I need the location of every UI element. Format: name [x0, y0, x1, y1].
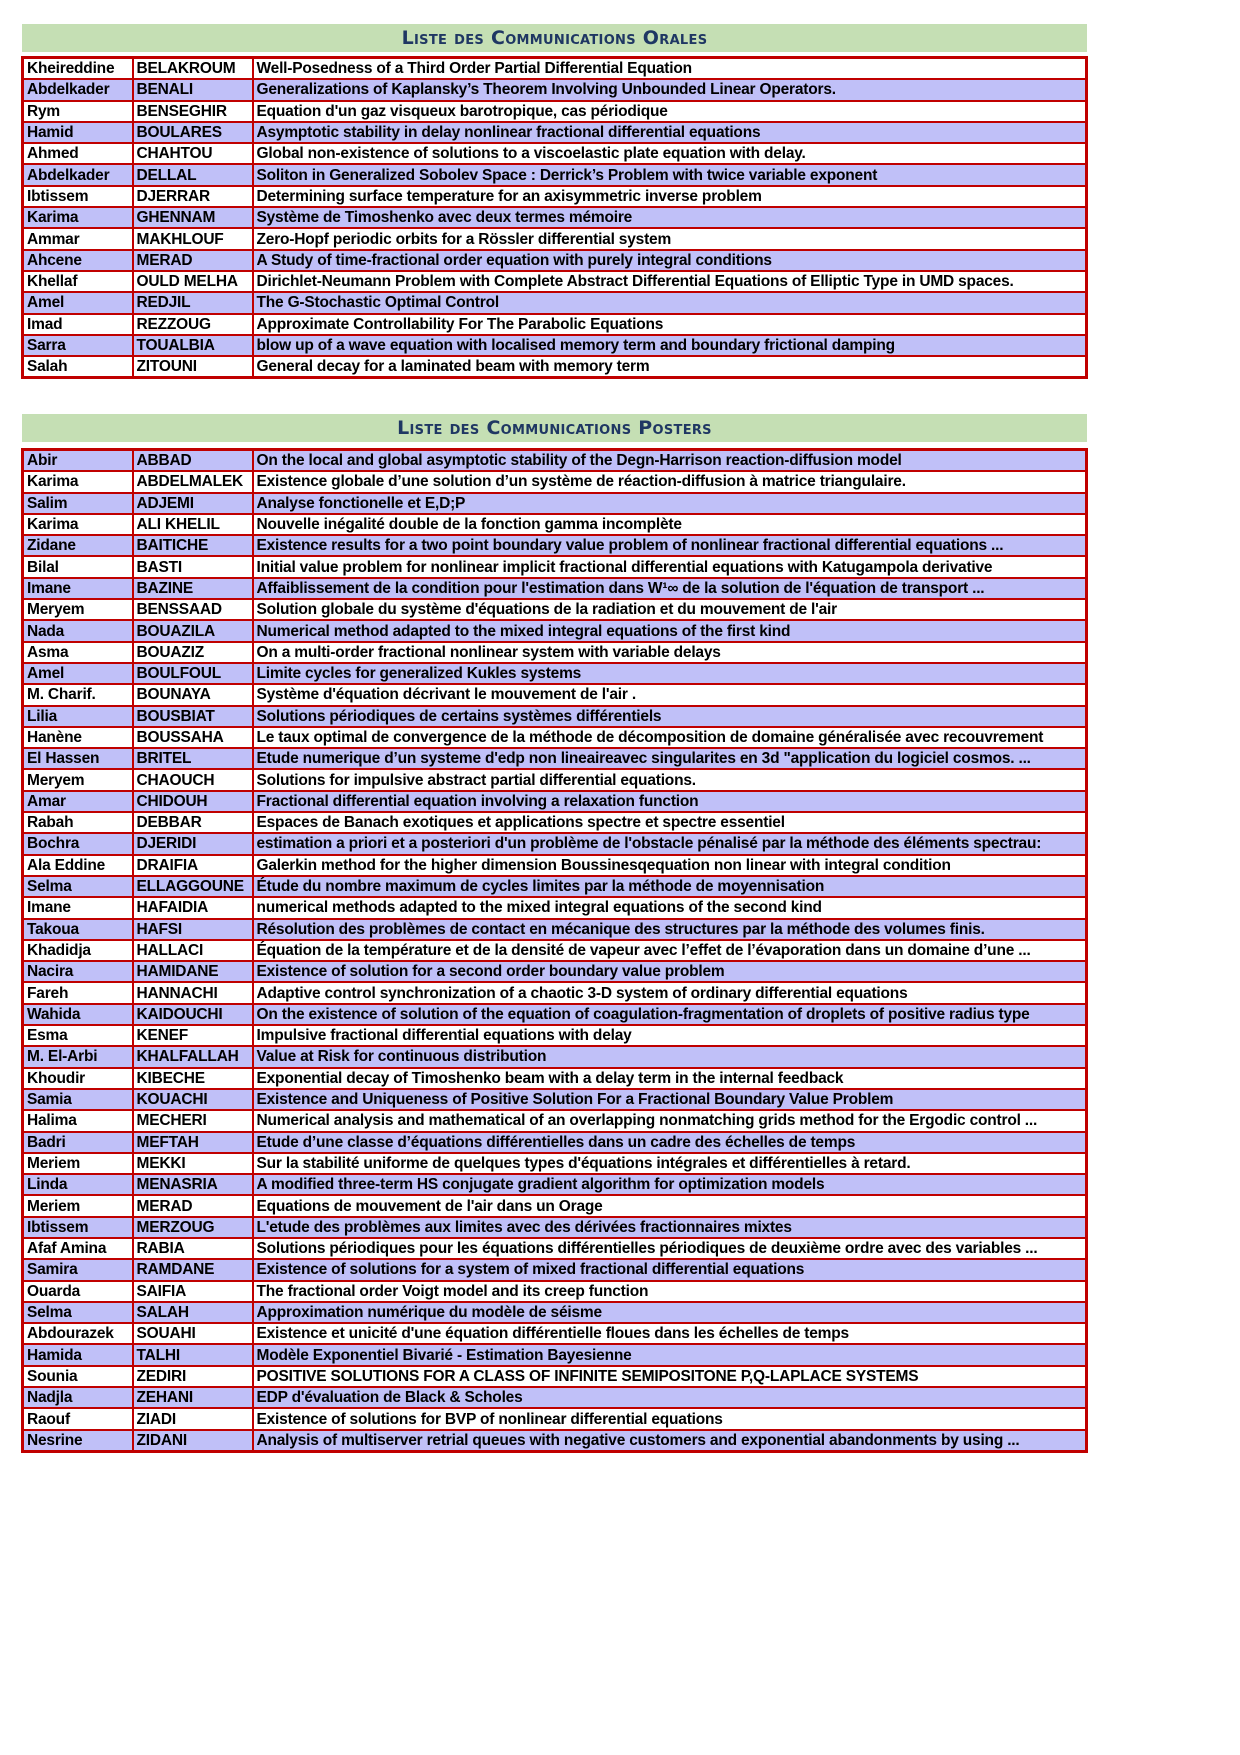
last-name-cell: DEBBAR [133, 812, 253, 833]
talk-title-cell: Approximation numérique du modèle de séisme [253, 1302, 1087, 1323]
table-row [23, 599, 1087, 620]
talk-title-cell: Global non-existence of solutions to a viscoelastic plate equation with delay. [253, 143, 1087, 164]
first-name-cell: Meryem [23, 769, 133, 790]
last-name-cell: KHALFALLAH [133, 1046, 253, 1067]
posters-title-text: Liste des Communications Posters [397, 417, 712, 439]
last-name-cell: TALHI [133, 1344, 253, 1365]
last-name-cell: BOUAZIZ [133, 642, 253, 663]
talk-title-cell: Analyse fonctionelle et E,D;P [253, 493, 1087, 514]
table-row [23, 1153, 1087, 1174]
first-name-cell: Meriem [23, 1153, 133, 1174]
orales-table-body [23, 58, 1087, 378]
talk-title-cell: Étude du nombre maximum de cycles limites par la méthode de moyennisation [253, 876, 1087, 897]
talk-title-cell: POSITIVE SOLUTIONS FOR A CLASS OF INFINITE SEMIPOSITONE P,Q-LAPLACE SYSTEMS [253, 1366, 1087, 1387]
first-name-cell: Nada [23, 620, 133, 641]
talk-title-cell: Solutions périodiques pour les équations différentielles périodiques de deuxième ordre avec des variables ... [253, 1238, 1087, 1259]
first-name-cell: M. Charif. [23, 684, 133, 705]
talk-title-cell: Impulsive fractional differential equations with delay [253, 1025, 1087, 1046]
talk-title-cell: Solutions périodiques de certains systèmes différentiels [253, 706, 1087, 727]
posters-table [21, 448, 1088, 1453]
table-row [23, 450, 1087, 472]
talk-title-cell: A modified three-term HS conjugate gradient algorithm for optimization models [253, 1174, 1087, 1195]
table-row [23, 1132, 1087, 1153]
last-name-cell: HAFAIDIA [133, 897, 253, 918]
talk-title-cell: Système d'équation décrivant le mouvement de l'air . [253, 684, 1087, 705]
first-name-cell: Nesrine [23, 1430, 133, 1452]
table-row [23, 122, 1087, 143]
last-name-cell: REDJIL [133, 292, 253, 313]
table-row [23, 1195, 1087, 1216]
talk-title-cell: Determining surface temperature for an axisymmetric inverse problem [253, 186, 1087, 207]
orales-title-text: Liste des Communications Orales [401, 27, 708, 49]
table-row [23, 919, 1087, 940]
talk-title-cell: Espaces de Banach exotiques et applications spectre et spectre essentiel [253, 812, 1087, 833]
first-name-cell: Amel [23, 663, 133, 684]
first-name-cell: Abdelkader [23, 79, 133, 100]
talk-title-cell: Existence globale d’une solution d’un système de réaction-diffusion à matrice triangulaire. [253, 471, 1087, 492]
first-name-cell: M. El-Arbi [23, 1046, 133, 1067]
first-name-cell: Esma [23, 1025, 133, 1046]
table-row [23, 271, 1087, 292]
last-name-cell: MECHERI [133, 1110, 253, 1131]
table-row [23, 356, 1087, 378]
first-name-cell: Abdourazek [23, 1323, 133, 1344]
table-row [23, 1068, 1087, 1089]
last-name-cell: DELLAL [133, 164, 253, 185]
table-row [23, 684, 1087, 705]
last-name-cell: BAZINE [133, 578, 253, 599]
first-name-cell: Ouarda [23, 1281, 133, 1302]
last-name-cell: MEKKI [133, 1153, 253, 1174]
talk-title-cell: Nouvelle inégalité double de la fonction gamma incomplète [253, 514, 1087, 535]
talk-title-cell: estimation a priori et a posteriori d'un problème de l'obstacle pénalisé par la méthode des éléments spectrau: [253, 833, 1087, 854]
first-name-cell: Selma [23, 1302, 133, 1323]
last-name-cell: KOUACHI [133, 1089, 253, 1110]
table-row [23, 769, 1087, 790]
first-name-cell: Raouf [23, 1408, 133, 1429]
last-name-cell: MERZOUG [133, 1217, 253, 1238]
talk-title-cell: Existence of solutions for a system of mixed fractional differential equations [253, 1259, 1087, 1280]
last-name-cell: KAIDOUCHI [133, 1004, 253, 1025]
last-name-cell: HALLACI [133, 940, 253, 961]
last-name-cell: BAITICHE [133, 535, 253, 556]
table-row [23, 1387, 1087, 1408]
table-row [23, 556, 1087, 577]
talk-title-cell: Etude d’une classe d’équations différentielles dans un cadre des échelles de temps [253, 1132, 1087, 1153]
first-name-cell: Lilia [23, 706, 133, 727]
last-name-cell: MEFTAH [133, 1132, 253, 1153]
talk-title-cell: A Study of time-fractional order equation with purely integral conditions [253, 250, 1087, 271]
first-name-cell: Afaf Amina [23, 1238, 133, 1259]
last-name-cell: BENALI [133, 79, 253, 100]
first-name-cell: Takoua [23, 919, 133, 940]
first-name-cell: Khoudir [23, 1068, 133, 1089]
last-name-cell: DJERRAR [133, 186, 253, 207]
table-row [23, 855, 1087, 876]
posters-table-body [23, 450, 1087, 1452]
table-row [23, 207, 1087, 228]
table-row [23, 1174, 1087, 1195]
talk-title-cell: Galerkin method for the higher dimension Boussinesqequation non linear with integral condition [253, 855, 1087, 876]
talk-title-cell: Modèle Exponentiel Bivarié - Estimation Bayesienne [253, 1344, 1087, 1365]
table-row [23, 706, 1087, 727]
last-name-cell: TOUALBIA [133, 335, 253, 356]
first-name-cell: Nacira [23, 961, 133, 982]
talk-title-cell: General decay for a laminated beam with memory term [253, 356, 1087, 378]
talk-title-cell: Solutions for impulsive abstract partial differential equations. [253, 769, 1087, 790]
first-name-cell: Linda [23, 1174, 133, 1195]
last-name-cell: RAMDANE [133, 1259, 253, 1280]
first-name-cell: Khellaf [23, 271, 133, 292]
first-name-cell: Hamida [23, 1344, 133, 1365]
last-name-cell: KENEF [133, 1025, 253, 1046]
talk-title-cell: Etude numerique d’un systeme d'edp non lineaireavec singularites en 3d "application du logiciel cosmos. ... [253, 748, 1087, 769]
table-row [23, 1281, 1087, 1302]
first-name-cell: Sounia [23, 1366, 133, 1387]
first-name-cell: Hanène [23, 727, 133, 748]
talk-title-cell: Existence of solution for a second order boundary value problem [253, 961, 1087, 982]
last-name-cell: BOULARES [133, 122, 253, 143]
first-name-cell: Ammar [23, 228, 133, 249]
table-row [23, 535, 1087, 556]
talk-title-cell: On the local and global asymptotic stability of the Degn-Harrison reaction-diffusion model [253, 450, 1087, 472]
first-name-cell: Imane [23, 897, 133, 918]
last-name-cell: ZIDANI [133, 1430, 253, 1452]
talk-title-cell: Generalizations of Kaplansky’s Theorem Involving Unbounded Linear Operators. [253, 79, 1087, 100]
orales-section-title [22, 24, 1087, 52]
last-name-cell: SAIFIA [133, 1281, 253, 1302]
table-row [23, 982, 1087, 1003]
last-name-cell: ABDELMALEK [133, 471, 253, 492]
talk-title-cell: Zero-Hopf periodic orbits for a Rössler differential system [253, 228, 1087, 249]
first-name-cell: Abdelkader [23, 164, 133, 185]
last-name-cell: ABBAD [133, 450, 253, 472]
first-name-cell: Rabah [23, 812, 133, 833]
first-name-cell: Fareh [23, 982, 133, 1003]
table-row [23, 727, 1087, 748]
first-name-cell: Karima [23, 471, 133, 492]
talk-title-cell: On a multi-order fractional nonlinear system with variable delays [253, 642, 1087, 663]
last-name-cell: DJERIDI [133, 833, 253, 854]
first-name-cell: Amel [23, 292, 133, 313]
talk-title-cell: EDP d'évaluation de Black & Scholes [253, 1387, 1087, 1408]
table-row [23, 1430, 1087, 1452]
first-name-cell: Imane [23, 578, 133, 599]
last-name-cell: ELLAGGOUNE [133, 876, 253, 897]
last-name-cell: HAMIDANE [133, 961, 253, 982]
table-row [23, 663, 1087, 684]
table-row [23, 493, 1087, 514]
table-row [23, 748, 1087, 769]
talk-title-cell: Résolution des problèmes de contact en mécanique des structures par la méthode des volumes finis. [253, 919, 1087, 940]
talk-title-cell: Adaptive control synchronization of a chaotic 3-D system of ordinary differential equations [253, 982, 1087, 1003]
last-name-cell: ZITOUNI [133, 356, 253, 378]
talk-title-cell: L'etude des problèmes aux limites avec des dérivées fractionnaires mixtes [253, 1217, 1087, 1238]
last-name-cell: BRITEL [133, 748, 253, 769]
talk-title-cell: Initial value problem for nonlinear implicit fractional differential equations with Katugampola derivative [253, 556, 1087, 577]
last-name-cell: BENSEGHIR [133, 101, 253, 122]
talk-title-cell: numerical methods adapted to the mixed integral equations of the second kind [253, 897, 1087, 918]
talk-title-cell: Solution globale du système d'équations de la radiation et du mouvement de l'air [253, 599, 1087, 620]
table-row [23, 58, 1087, 80]
table-row [23, 1089, 1087, 1110]
talk-title-cell: Value at Risk for continuous distribution [253, 1046, 1087, 1067]
posters-section-title [22, 414, 1087, 442]
last-name-cell: BOULFOUL [133, 663, 253, 684]
table-row [23, 1004, 1087, 1025]
last-name-cell: BOUNAYA [133, 684, 253, 705]
talk-title-cell: Sur la stabilité uniforme de quelques types d'équations intégrales et différentielles à retard. [253, 1153, 1087, 1174]
first-name-cell: Badri [23, 1132, 133, 1153]
first-name-cell: Abir [23, 450, 133, 472]
orales-table [21, 56, 1088, 379]
last-name-cell: BOUSBIAT [133, 706, 253, 727]
last-name-cell: ZIADI [133, 1408, 253, 1429]
last-name-cell: HAFSI [133, 919, 253, 940]
last-name-cell: CHIDOUH [133, 791, 253, 812]
first-name-cell: Ibtissem [23, 1217, 133, 1238]
table-row [23, 250, 1087, 271]
table-row [23, 228, 1087, 249]
table-row [23, 791, 1087, 812]
last-name-cell: MAKHLOUF [133, 228, 253, 249]
last-name-cell: BOUSSAHA [133, 727, 253, 748]
talk-title-cell: Existence results for a two point boundary value problem of nonlinear fractional differential equations ... [253, 535, 1087, 556]
table-row [23, 1025, 1087, 1046]
table-row [23, 620, 1087, 641]
table-row [23, 1259, 1087, 1280]
first-name-cell: Amar [23, 791, 133, 812]
talk-title-cell: Analysis of multiserver retrial queues with negative customers and exponential abandonments by using ... [253, 1430, 1087, 1452]
first-name-cell: Hamid [23, 122, 133, 143]
first-name-cell: Kheireddine [23, 58, 133, 80]
table-row [23, 1366, 1087, 1387]
last-name-cell: RABIA [133, 1238, 253, 1259]
table-row [23, 143, 1087, 164]
last-name-cell: SALAH [133, 1302, 253, 1323]
table-row [23, 1323, 1087, 1344]
talk-title-cell: blow up of a wave equation with localised memory term and boundary frictional damping [253, 335, 1087, 356]
last-name-cell: BELAKROUM [133, 58, 253, 80]
first-name-cell: Meryem [23, 599, 133, 620]
table-row [23, 897, 1087, 918]
table-row [23, 335, 1087, 356]
last-name-cell: ADJEMI [133, 493, 253, 514]
last-name-cell: MERAD [133, 250, 253, 271]
talk-title-cell: Approximate Controllability For The Parabolic Equations [253, 314, 1087, 335]
last-name-cell: MENASRIA [133, 1174, 253, 1195]
last-name-cell: MERAD [133, 1195, 253, 1216]
last-name-cell: KIBECHE [133, 1068, 253, 1089]
talk-title-cell: Fractional differential equation involving a relaxation function [253, 791, 1087, 812]
last-name-cell: ZEHANI [133, 1387, 253, 1408]
talk-title-cell: Asymptotic stability in delay nonlinear fractional differential equations [253, 122, 1087, 143]
talk-title-cell: Exponential decay of Timoshenko beam with a delay term in the internal feedback [253, 1068, 1087, 1089]
first-name-cell: Imad [23, 314, 133, 335]
table-row [23, 642, 1087, 663]
talk-title-cell: Equations de mouvement de l'air dans un Orage [253, 1195, 1087, 1216]
first-name-cell: El Hassen [23, 748, 133, 769]
first-name-cell: Selma [23, 876, 133, 897]
first-name-cell: Meriem [23, 1195, 133, 1216]
table-row [23, 101, 1087, 122]
talk-title-cell: Numerical analysis and mathematical of an overlapping nonmatching grids method for the Ergodic control ... [253, 1110, 1087, 1131]
talk-title-cell: Numerical method adapted to the mixed integral equations of the first kind [253, 620, 1087, 641]
last-name-cell: ALI KHELIL [133, 514, 253, 535]
first-name-cell: Asma [23, 642, 133, 663]
table-row [23, 961, 1087, 982]
last-name-cell: GHENNAM [133, 207, 253, 228]
first-name-cell: Ahmed [23, 143, 133, 164]
last-name-cell: ZEDIRI [133, 1366, 253, 1387]
table-row [23, 812, 1087, 833]
first-name-cell: Zidane [23, 535, 133, 556]
table-row [23, 514, 1087, 535]
first-name-cell: Karima [23, 514, 133, 535]
first-name-cell: Ahcene [23, 250, 133, 271]
last-name-cell: DRAIFIA [133, 855, 253, 876]
talk-title-cell: Affaiblissement de la condition pour l'estimation dans W¹∞ de la solution de l'équation de transport ... [253, 578, 1087, 599]
last-name-cell: BOUAZILA [133, 620, 253, 641]
first-name-cell: Khadidja [23, 940, 133, 961]
first-name-cell: Halima [23, 1110, 133, 1131]
first-name-cell: Nadjla [23, 1387, 133, 1408]
last-name-cell: CHAOUCH [133, 769, 253, 790]
table-row [23, 833, 1087, 854]
table-row [23, 314, 1087, 335]
last-name-cell: CHAHTOU [133, 143, 253, 164]
table-row [23, 1238, 1087, 1259]
first-name-cell: Ala Eddine [23, 855, 133, 876]
table-row [23, 1408, 1087, 1429]
last-name-cell: SOUAHI [133, 1323, 253, 1344]
first-name-cell: Salah [23, 356, 133, 378]
talk-title-cell: Limite cycles for generalized Kukles systems [253, 663, 1087, 684]
first-name-cell: Salim [23, 493, 133, 514]
table-row [23, 292, 1087, 313]
talk-title-cell: The G-Stochastic Optimal Control [253, 292, 1087, 313]
first-name-cell: Karima [23, 207, 133, 228]
table-row [23, 164, 1087, 185]
talk-title-cell: Équation de la température et de la densité de vapeur avec l’effet de l’évaporation dans un domaine d’une ... [253, 940, 1087, 961]
table-row [23, 1217, 1087, 1238]
first-name-cell: Sarra [23, 335, 133, 356]
talk-title-cell: Equation d'un gaz visqueux barotropique, cas périodique [253, 101, 1087, 122]
talk-title-cell: Existence and Uniqueness of Positive Solution For a Fractional Boundary Value Problem [253, 1089, 1087, 1110]
first-name-cell: Bochra [23, 833, 133, 854]
last-name-cell: HANNACHI [133, 982, 253, 1003]
table-row [23, 578, 1087, 599]
table-row [23, 1110, 1087, 1131]
talk-title-cell: Existence et unicité d'une équation différentielle floues dans les échelles de temps [253, 1323, 1087, 1344]
talk-title-cell: Soliton in Generalized Sobolev Space : Derrick’s Problem with twice variable exponent [253, 164, 1087, 185]
first-name-cell: Wahida [23, 1004, 133, 1025]
talk-title-cell: Le taux optimal de convergence de la méthode de décomposition de domaine généralisée avec recouvrement [253, 727, 1087, 748]
table-row [23, 1344, 1087, 1365]
first-name-cell: Bilal [23, 556, 133, 577]
talk-title-cell: Well-Posedness of a Third Order Partial Differential Equation [253, 58, 1087, 80]
talk-title-cell: The fractional order Voigt model and its creep function [253, 1281, 1087, 1302]
talk-title-cell: Système de Timoshenko avec deux termes mémoire [253, 207, 1087, 228]
table-row [23, 1046, 1087, 1067]
first-name-cell: Ibtissem [23, 186, 133, 207]
last-name-cell: REZZOUG [133, 314, 253, 335]
talk-title-cell: Dirichlet-Neumann Problem with Complete Abstract Differential Equations of Elliptic Type in UMD spaces. [253, 271, 1087, 292]
table-row [23, 471, 1087, 492]
first-name-cell: Rym [23, 101, 133, 122]
first-name-cell: Samira [23, 1259, 133, 1280]
last-name-cell: OULD MELHA [133, 271, 253, 292]
table-row [23, 1302, 1087, 1323]
talk-title-cell: On the existence of solution of the equation of coagulation-fragmentation of droplets of positive radius type [253, 1004, 1087, 1025]
table-row [23, 940, 1087, 961]
table-row [23, 186, 1087, 207]
talk-title-cell: Existence of solutions for BVP of nonlinear differential equations [253, 1408, 1087, 1429]
table-row [23, 876, 1087, 897]
last-name-cell: BASTI [133, 556, 253, 577]
last-name-cell: BENSSAAD [133, 599, 253, 620]
table-row [23, 79, 1087, 100]
first-name-cell: Samia [23, 1089, 133, 1110]
